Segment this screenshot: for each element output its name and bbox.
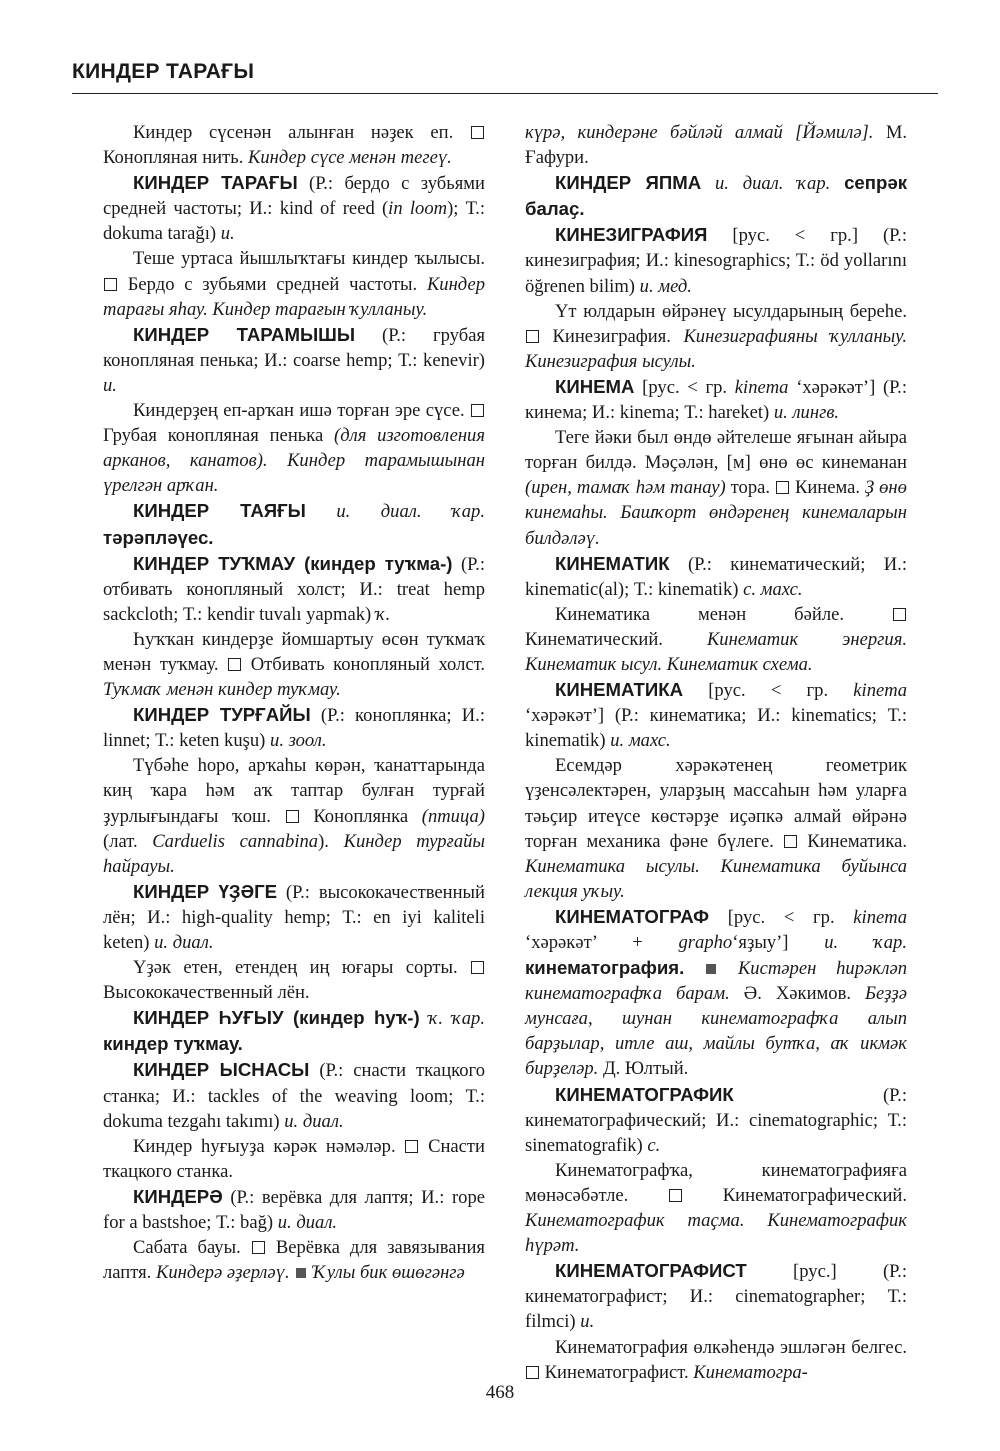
entry-example: Теше уртаса йышлыҡтағы киндер ҡылысы. Бердо с зубьями средней частоты. Киндер тарағы яһау. Киндер тарағын ҡулланыу. [103, 248, 485, 320]
entry-example: Кинематика менән бәйле. Кинематический. Кинематик энергия. Кинематик ысул. Кинематик схема. [525, 603, 907, 675]
entry-kinder-taramyshy: КИНДЕР ТАРАМЫШЫ (Р.: грубая конопляная пенька; И.: coarse hemp; Т.: kenevir) и. [103, 323, 486, 396]
headword: КИНЕМАТИКА [555, 679, 684, 701]
entry-example: Сабата бауы. Верёвка для завязывания лаптя. Киндерә әҙерләү. Ҡулы бик өшөгәнгә [103, 1237, 485, 1284]
translation-marker-icon [776, 481, 789, 494]
headword: КИНДЕР ТУРҒАЙЫ [133, 704, 311, 726]
translation-marker-icon [286, 810, 299, 823]
entry-example: Кинематографҡа, кинематографияға мөнәсәбәтле. Кинематографический. Кинематографик таҫма. Кинематографик һүрәт. [525, 1159, 907, 1257]
running-head: КИНДЕР ТАРАҒЫ [72, 60, 255, 83]
headword: КИНДЕРӘ [133, 1185, 223, 1207]
headword: КИНДЕР ТАРАҒЫ [133, 172, 298, 194]
left-column [103, 120, 485, 1285]
entry-kinder-turgayy: КИНДЕР ТУРҒАЙЫ (Р.: коноплянка; И.: linnet; Т.: keten kuşu) и. зоол. [103, 704, 485, 752]
entry-kinder-tayagy: КИНДЕР ТАЯҒЫ и. диал. ҡар. тәрәпләүес. [103, 500, 485, 548]
headword: КИНЕМАТОГРАФ [555, 905, 710, 927]
entry-kinder-hugyu: КИНДЕР ҺУҒЫУ (киндер һуҡ-) ҡ. ҡар. киндер туҡмау. [103, 1007, 486, 1055]
quotation-marker-icon [296, 1268, 306, 1278]
entry-example: Түбәһе һоро, арҡаһы көрән, ҡанаттарында киң ҡара һәм аҡ таптар булған турғай ҙурлығындағы ҡош. Коноплянка (птица) (лат. Carduelis cannabina). Киндер турғайы һайрауы. [103, 755, 485, 877]
entry-example: Теге йәки был өндө әйтелеше яғынан айыра торған билдә. Мәҫәлән, [м] өнө өс кинеманан (ирен, тамаҡ һәм танау) тора. Кинема. Ҙ өнө кинемаһы. Башҡорт өндәренең кинемаларын билдәләү. [525, 427, 907, 549]
entry-kinema: КИНЕМА [рус. < гр. kinema ‘хәрәкәт’] (Р.: кинема; И.: kinema; Т.: hareket) и. лингв. [525, 375, 907, 424]
entry-kinematika: КИНЕМАТИКА [рус. < гр. kinema ‘хәрәкәт’] (Р.: кинематика; И.: kinematics; Т.: kinematik) и. махс. [525, 679, 907, 752]
translation-marker-icon [405, 1140, 418, 1153]
translation-marker-icon [526, 330, 539, 343]
entry-example: Үт юлдарын өйрәнеү ысулдарының береһе. Кинезиграфия. Кинезиграфияны ҡулланыу. Кинезиграфия ысулы. [525, 300, 907, 372]
entry-kinezigrafiya: КИНЕЗИГРАФИЯ [рус. < гр.] (Р.: кинезиграфия; И.: kinesographics; Т.: öd yollarını öğrenen bilim) и. мед. [525, 224, 907, 297]
translation-marker-icon [104, 278, 117, 291]
headword: КИНЕМАТОГРАФИСТ [555, 1260, 747, 1282]
translation-marker-icon [784, 835, 797, 848]
entry-kinder-uzage: КИНДЕР ҮҘӘГЕ (Р.: высококачественный лён; И.: high-quality hemp; Т.: en iyi kaliteli keten) и. диал. [103, 880, 486, 953]
translation-marker-icon [471, 404, 484, 417]
page-number: 468 [485, 1382, 515, 1403]
headword: КИНДЕР ЫСНАСЫ [133, 1059, 310, 1081]
entry-example: Киндер һуғыуҙа кәрәк нәмәләр. Снасти ткацкого станка. [103, 1135, 485, 1182]
translation-marker-icon [526, 1366, 539, 1379]
entry-continuation: күрә, киндерәне бәйләй алмай [Йәмилә]. М. Ғафури. [525, 122, 907, 169]
entry-example: Һуҡҡан киндерҙе йомшартыу өсөн туҡмаҡ менән туҡмау. Отбивать конопляный холст. Туҡмаҡ менән киндер туҡмау. [103, 628, 485, 701]
entry-example: Есемдәр хәрәкәтенең геометрик үҙенсәлектәрен, уларҙың массаһын һәм уларға тәьҫир итеүсе көстәрҙе иҫәпкә алмай өйрәнә торған механика фәне бүлеге. Кинематика. Кинематика ысулы. Кинематика буйынса лекция уҡыу. [525, 755, 907, 902]
translation-marker-icon [669, 1189, 682, 1202]
headword: КИНЕМАТОГРАФИК [555, 1083, 734, 1105]
entry-kinematograf: КИНЕМАТОГРАФ [рус. < гр. kinema ‘хәрәкәт’ + grapho‘яҙыу’] и. ҡар. кинематография. Кистәрен һирәкләп кинематографҡа барам. Ә. Хәкимов. Беҙҙә мунсаға, шунан кинематографҡа алып барҙылар, итле аш, майлы бутҡа, аҡ икмәк бирҙеләр. Д. Юлтый. [525, 905, 908, 1080]
right-column [525, 120, 907, 1385]
quotation-marker-icon [706, 964, 716, 974]
entry-kinder-ysnasy: КИНДЕР ЫСНАСЫ (Р.: снасти ткацкого станка; И.: tackles of the weaving loom; Т.: dokuma tezgahı takımı) и. диал. [103, 1059, 485, 1132]
headword: КИНДЕР ҺУҒЫУ (киндер һуҡ-) [133, 1007, 420, 1029]
entry-example: Кинематография өлкәһендә эшләгән белгес. Кинематографист. Кинематогра- [525, 1335, 907, 1385]
entry-kinder-tukmau: КИНДЕР ТУҠМАУ (киндер туҡма-) (Р.: отбивать конопляный холст; И.: treat hemp sackcloth; Т.: kendir tuvalı yapmak) ҡ. [103, 552, 485, 625]
entry-kindera: КИНДЕРӘ (Р.: верёвка для лаптя; И.: rope for a bastshoe; Т.: bağ) и. диал. [103, 1185, 485, 1234]
entry-kinematik: КИНЕМАТИК (Р.: кинематический; И.: kinematic(al); Т.: kinematik) с. махс. [525, 552, 907, 600]
entry-kinder-taragy: КИНДЕР ТАРАҒЫ (Р.: бердо с зубьями средней частоты; И.: kind of reed (in loom); Т.: dokuma tarağı) и. [103, 172, 485, 245]
entry-kinematografik: КИНЕМАТОГРАФИК (Р.: кинематографический; И.: cinematographic; Т.: sinematografik) с. [525, 1083, 907, 1156]
translation-marker-icon [228, 658, 241, 671]
translation-marker-icon [471, 961, 484, 974]
headword: КИНДЕР ЯПМА [555, 172, 702, 194]
translation-marker-icon [252, 1241, 265, 1254]
translation-marker-icon [471, 126, 484, 139]
headword: КИНЕМАТИК [555, 552, 670, 574]
headword: КИНДЕР ТУҠМАУ (киндер туҡма-) [133, 552, 453, 574]
headword: КИНДЕР ТАЯҒЫ [133, 500, 306, 522]
headword: КИНДЕР ТАРАМЫШЫ [133, 323, 356, 345]
entry-continuation: Киндер сүсенән алынған нәҙек еп. Конопляная нить. Киндер сүсе менән тегеү. [103, 120, 485, 170]
translation-marker-icon [893, 608, 906, 621]
entry-kinder-yapma: КИНДЕР ЯПМА и. диал. ҡар. сепрәк балаҫ. [525, 172, 907, 220]
entry-kinematografist: КИНЕМАТОГРАФИСТ [рус.] (Р.: кинематографист; И.: cinematographer; Т.: filmci) и. [525, 1260, 907, 1333]
entry-example: Киндерҙең еп-арҡан ишә торған эре сүсе. Грубая конопляная пенька (для изготовления арканов, канатов). Киндер тарамышынан үрелгән арҡан. [103, 400, 486, 497]
headword: КИНЕЗИГРАФИЯ [555, 224, 708, 246]
entry-example: Үҙәк етен, етендең иң юғары сорты. Высококачественный лён. [103, 955, 485, 1005]
headword: КИНЕМА [555, 375, 635, 397]
header-rule [72, 93, 938, 94]
headword: КИНДЕР ҮҘӘГЕ [133, 880, 278, 902]
